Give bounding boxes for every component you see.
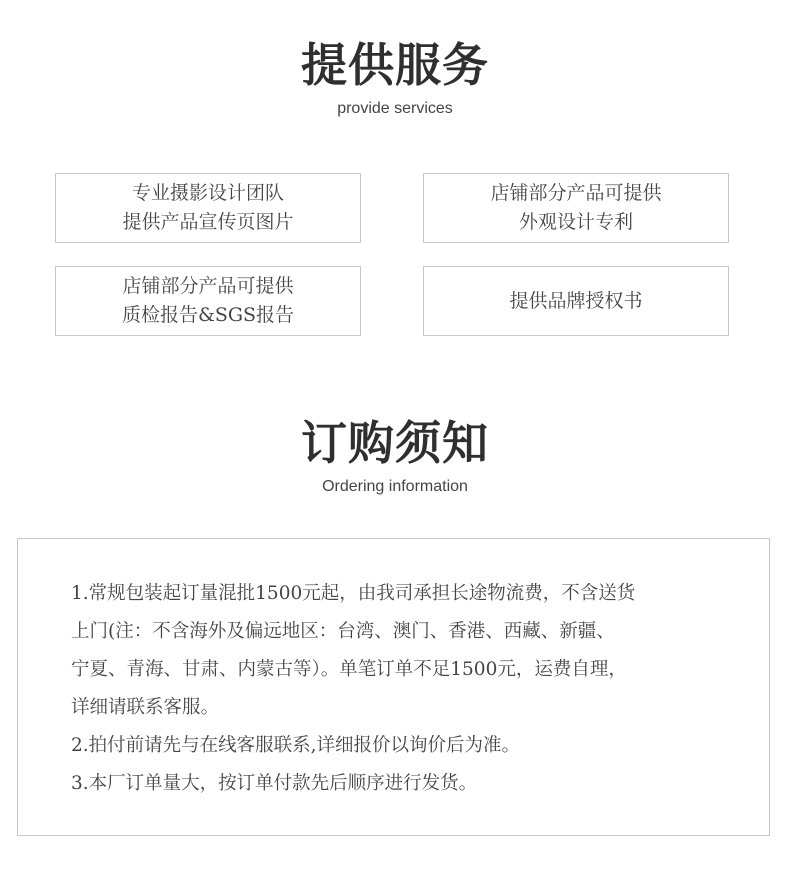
- service-box-line: 外观设计专利: [518, 211, 633, 233]
- service-box-brand-authorization: [423, 266, 729, 336]
- ordering-line: 详细请联系客服。: [71, 697, 220, 718]
- service-box-line: 质检报告&SGS报告: [121, 304, 295, 326]
- service-box-design-patent: [423, 173, 729, 243]
- service-box-line: 专业摄影设计团队: [131, 182, 284, 204]
- ordering-title: 订购须知: [301, 416, 489, 470]
- ordering-line: 2.拍付前请先与在线客服联系,详细报价以询价后为准。: [71, 735, 521, 756]
- service-box-quality-report: [55, 266, 361, 336]
- service-box-line: 提供品牌授权书: [509, 289, 643, 312]
- ordering-line: 宁夏、青海、甘肃、内蒙古等）。单笔订单不足1500元，运费自理，: [71, 659, 627, 680]
- ordering-line: 1.常规包装起订量混批1500元起，由我司承担长途物流费，不含送货: [71, 583, 636, 604]
- ordering-subtitle: Ordering information: [322, 478, 468, 495]
- service-box-line: 店铺部分产品可提供: [490, 182, 662, 204]
- service-box-line: 店铺部分产品可提供: [122, 275, 294, 297]
- ordering-line: 上门(注：不含海外及偏远地区：台湾、澳门、香港、西藏、新疆、: [71, 621, 615, 642]
- ordering-info-box: [17, 538, 770, 836]
- ordering-line: 3.本厂订单量大，按订单付款先后顺序进行发货。: [71, 773, 478, 794]
- services-subtitle: provide services: [337, 100, 453, 117]
- service-box-line: 提供产品宣传页图片: [122, 211, 294, 233]
- service-box-photography: [55, 173, 361, 243]
- services-title: 提供服务: [301, 38, 489, 92]
